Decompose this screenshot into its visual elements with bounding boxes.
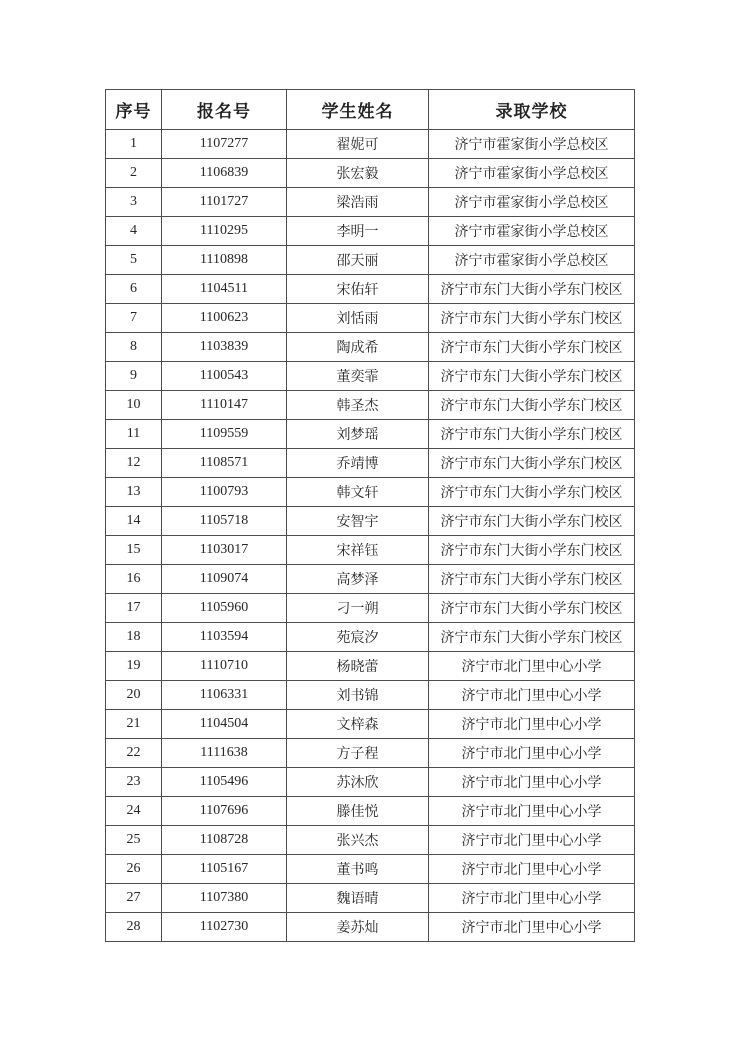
cell-admitted-school: 济宁市东门大街小学东门校区 — [429, 623, 635, 652]
cell-registration-number: 1110898 — [162, 246, 287, 275]
cell-serial-number: 26 — [106, 855, 162, 884]
table-row — [106, 362, 635, 391]
table-row — [106, 536, 635, 565]
cell-serial-number: 11 — [106, 420, 162, 449]
table-header-row — [106, 90, 635, 130]
header-admitted-school: 录取学校 — [429, 90, 635, 130]
cell-admitted-school: 济宁市东门大街小学东门校区 — [429, 391, 635, 420]
table-row — [106, 275, 635, 304]
table-body — [106, 130, 635, 942]
cell-admitted-school: 济宁市东门大街小学东门校区 — [429, 594, 635, 623]
cell-serial-number: 22 — [106, 739, 162, 768]
header-registration-number: 报名号 — [162, 90, 287, 130]
cell-registration-number: 1107696 — [162, 797, 287, 826]
cell-serial-number: 17 — [106, 594, 162, 623]
cell-admitted-school: 济宁市北门里中心小学 — [429, 884, 635, 913]
cell-student-name: 方子程 — [287, 739, 429, 768]
cell-registration-number: 1102730 — [162, 913, 287, 942]
table-row — [106, 797, 635, 826]
cell-serial-number: 23 — [106, 768, 162, 797]
cell-registration-number: 1100543 — [162, 362, 287, 391]
table-row — [106, 826, 635, 855]
cell-registration-number: 1103839 — [162, 333, 287, 362]
cell-admitted-school: 济宁市北门里中心小学 — [429, 710, 635, 739]
cell-serial-number: 25 — [106, 826, 162, 855]
cell-serial-number: 13 — [106, 478, 162, 507]
cell-registration-number: 1108728 — [162, 826, 287, 855]
cell-serial-number: 7 — [106, 304, 162, 333]
header-serial-number: 序号 — [106, 90, 162, 130]
table-row — [106, 391, 635, 420]
header-student-name: 学生姓名 — [287, 90, 429, 130]
table-row — [106, 565, 635, 594]
cell-serial-number: 27 — [106, 884, 162, 913]
cell-registration-number: 1107277 — [162, 130, 287, 159]
cell-student-name: 刁一朔 — [287, 594, 429, 623]
cell-admitted-school: 济宁市东门大街小学东门校区 — [429, 478, 635, 507]
cell-serial-number: 20 — [106, 681, 162, 710]
cell-admitted-school: 济宁市东门大街小学东门校区 — [429, 304, 635, 333]
table-row — [106, 507, 635, 536]
cell-serial-number: 15 — [106, 536, 162, 565]
cell-student-name: 梁浩雨 — [287, 188, 429, 217]
cell-admitted-school: 济宁市北门里中心小学 — [429, 826, 635, 855]
cell-student-name: 张兴杰 — [287, 826, 429, 855]
cell-student-name: 乔靖博 — [287, 449, 429, 478]
table-row — [106, 913, 635, 942]
cell-serial-number: 21 — [106, 710, 162, 739]
table-row — [106, 652, 635, 681]
cell-serial-number: 28 — [106, 913, 162, 942]
cell-student-name: 韩圣杰 — [287, 391, 429, 420]
cell-serial-number: 9 — [106, 362, 162, 391]
cell-admitted-school: 济宁市霍家街小学总校区 — [429, 159, 635, 188]
cell-student-name: 苑宸汐 — [287, 623, 429, 652]
cell-student-name: 文梓森 — [287, 710, 429, 739]
cell-student-name: 宋祥钰 — [287, 536, 429, 565]
table-row — [106, 159, 635, 188]
table-row — [106, 768, 635, 797]
cell-student-name: 刘书锦 — [287, 681, 429, 710]
cell-serial-number: 3 — [106, 188, 162, 217]
cell-admitted-school: 济宁市北门里中心小学 — [429, 739, 635, 768]
cell-admitted-school: 济宁市北门里中心小学 — [429, 681, 635, 710]
cell-student-name: 邵天丽 — [287, 246, 429, 275]
cell-registration-number: 1103594 — [162, 623, 287, 652]
cell-registration-number: 1104504 — [162, 710, 287, 739]
table-row — [106, 623, 635, 652]
table-row — [106, 304, 635, 333]
cell-admitted-school: 济宁市霍家街小学总校区 — [429, 217, 635, 246]
cell-serial-number: 2 — [106, 159, 162, 188]
cell-registration-number: 1110710 — [162, 652, 287, 681]
cell-serial-number: 24 — [106, 797, 162, 826]
cell-admitted-school: 济宁市霍家街小学总校区 — [429, 130, 635, 159]
cell-student-name: 李明一 — [287, 217, 429, 246]
cell-admitted-school: 济宁市东门大街小学东门校区 — [429, 420, 635, 449]
cell-admitted-school: 济宁市东门大街小学东门校区 — [429, 507, 635, 536]
cell-registration-number: 1110295 — [162, 217, 287, 246]
table-row — [106, 130, 635, 159]
cell-serial-number: 18 — [106, 623, 162, 652]
table-row — [106, 739, 635, 768]
cell-serial-number: 10 — [106, 391, 162, 420]
table-row — [106, 855, 635, 884]
table-row — [106, 478, 635, 507]
cell-admitted-school: 济宁市北门里中心小学 — [429, 855, 635, 884]
cell-registration-number: 1105718 — [162, 507, 287, 536]
cell-student-name: 刘恬雨 — [287, 304, 429, 333]
cell-admitted-school: 济宁市东门大街小学东门校区 — [429, 362, 635, 391]
cell-student-name: 姜苏灿 — [287, 913, 429, 942]
cell-admitted-school: 济宁市北门里中心小学 — [429, 913, 635, 942]
cell-student-name: 安智宇 — [287, 507, 429, 536]
cell-student-name: 杨晓蕾 — [287, 652, 429, 681]
cell-admitted-school: 济宁市东门大街小学东门校区 — [429, 449, 635, 478]
cell-registration-number: 1105167 — [162, 855, 287, 884]
cell-registration-number: 1109074 — [162, 565, 287, 594]
cell-admitted-school: 济宁市霍家街小学总校区 — [429, 188, 635, 217]
cell-student-name: 魏语晴 — [287, 884, 429, 913]
cell-admitted-school: 济宁市东门大街小学东门校区 — [429, 333, 635, 362]
cell-admitted-school: 济宁市北门里中心小学 — [429, 768, 635, 797]
cell-admitted-school: 济宁市北门里中心小学 — [429, 652, 635, 681]
cell-registration-number: 1106839 — [162, 159, 287, 188]
cell-student-name: 董奕霏 — [287, 362, 429, 391]
cell-student-name: 陶成希 — [287, 333, 429, 362]
cell-registration-number: 1106331 — [162, 681, 287, 710]
cell-registration-number: 1107380 — [162, 884, 287, 913]
cell-student-name: 苏沐欣 — [287, 768, 429, 797]
cell-student-name: 韩文轩 — [287, 478, 429, 507]
cell-serial-number: 1 — [106, 130, 162, 159]
table-row — [106, 449, 635, 478]
cell-student-name: 高梦泽 — [287, 565, 429, 594]
cell-registration-number: 1105496 — [162, 768, 287, 797]
cell-admitted-school: 济宁市东门大街小学东门校区 — [429, 565, 635, 594]
cell-serial-number: 8 — [106, 333, 162, 362]
cell-student-name: 翟妮可 — [287, 130, 429, 159]
table-row — [106, 217, 635, 246]
cell-serial-number: 4 — [106, 217, 162, 246]
cell-serial-number: 6 — [106, 275, 162, 304]
cell-registration-number: 1109559 — [162, 420, 287, 449]
cell-student-name: 宋佑轩 — [287, 275, 429, 304]
cell-serial-number: 5 — [106, 246, 162, 275]
cell-registration-number: 1101727 — [162, 188, 287, 217]
table-row — [106, 188, 635, 217]
table-row — [106, 246, 635, 275]
cell-admitted-school: 济宁市东门大街小学东门校区 — [429, 536, 635, 565]
cell-admitted-school: 济宁市东门大街小学东门校区 — [429, 275, 635, 304]
cell-serial-number: 19 — [106, 652, 162, 681]
cell-registration-number: 1111638 — [162, 739, 287, 768]
cell-registration-number: 1105960 — [162, 594, 287, 623]
cell-serial-number: 14 — [106, 507, 162, 536]
table-row — [106, 333, 635, 362]
cell-student-name: 刘梦瑶 — [287, 420, 429, 449]
table-row — [106, 710, 635, 739]
cell-registration-number: 1110147 — [162, 391, 287, 420]
cell-registration-number: 1100793 — [162, 478, 287, 507]
cell-registration-number: 1100623 — [162, 304, 287, 333]
cell-registration-number: 1108571 — [162, 449, 287, 478]
cell-student-name: 滕佳悦 — [287, 797, 429, 826]
cell-student-name: 董书鸣 — [287, 855, 429, 884]
cell-registration-number: 1104511 — [162, 275, 287, 304]
table-row — [106, 594, 635, 623]
table-row — [106, 681, 635, 710]
cell-serial-number: 12 — [106, 449, 162, 478]
cell-admitted-school: 济宁市霍家街小学总校区 — [429, 246, 635, 275]
cell-admitted-school: 济宁市北门里中心小学 — [429, 797, 635, 826]
cell-student-name: 张宏毅 — [287, 159, 429, 188]
cell-registration-number: 1103017 — [162, 536, 287, 565]
table-row — [106, 420, 635, 449]
table-row — [106, 884, 635, 913]
admission-table — [105, 89, 635, 942]
cell-serial-number: 16 — [106, 565, 162, 594]
